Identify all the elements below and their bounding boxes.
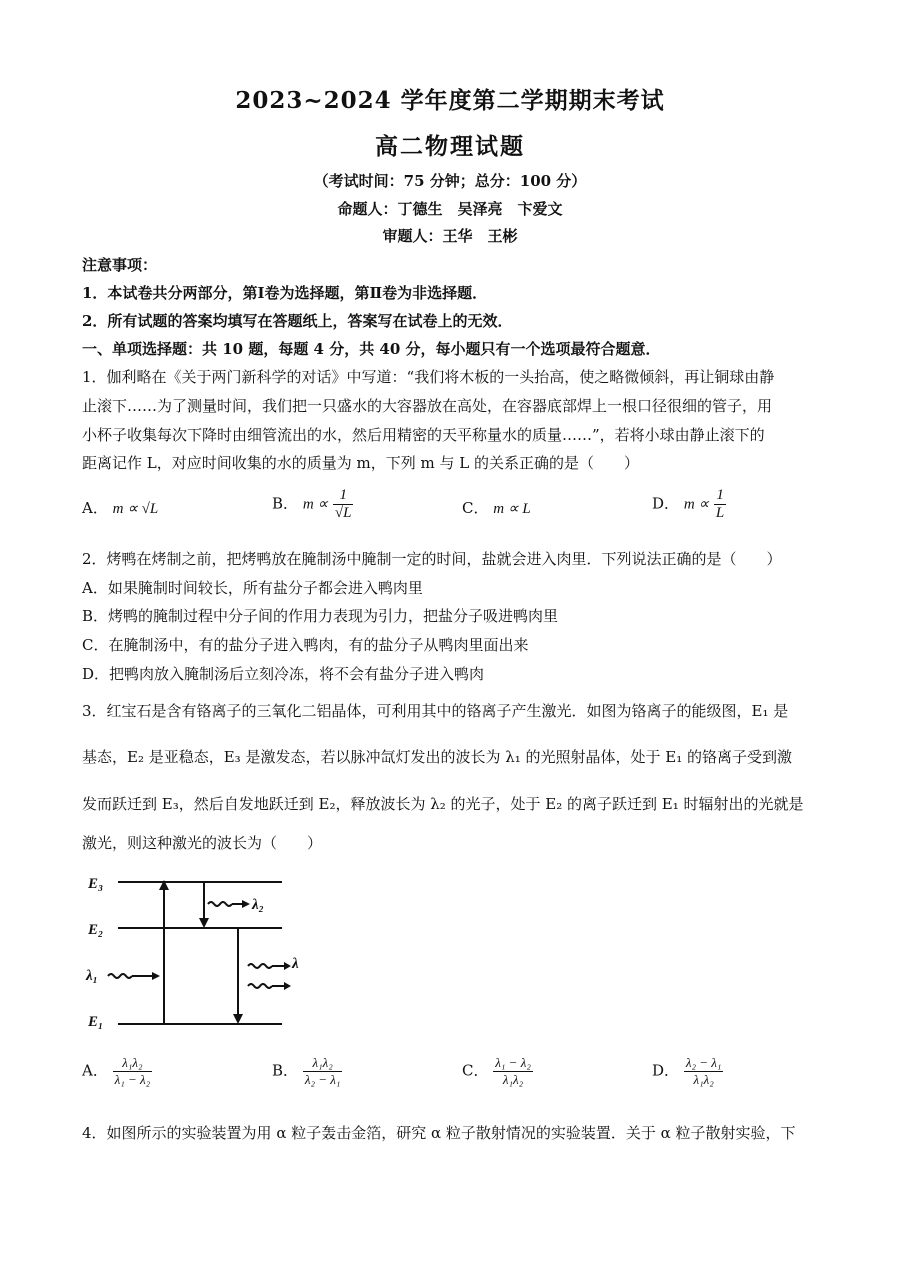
q3-option-a (82, 1055, 152, 1088)
setters: 命题人：丁德生 吴泽亮 卞爱文 (337, 200, 563, 218)
photon-wave-lambda2 (208, 902, 232, 906)
denominator: √L (334, 505, 352, 521)
q3-line: 激光，则这种激光的波长为（ ） (82, 834, 323, 852)
q3-line: 3．红宝石是含有铬离子的三氧化二铝晶体，可利用其中的铬离子产生激光．如图为铬离子的能级图，E₁ 是 (82, 702, 789, 720)
label-lambda1: λ₁ (86, 968, 98, 984)
q1-option-d (652, 487, 726, 522)
section1-heading: 一、单项选择题：共 10 题，每题 4 分，共 40 分，每小题只有一个选项最符合题意． (82, 340, 661, 358)
numerator: λ₂ − λ₁ (685, 1055, 722, 1070)
reviewers: 审题人：王华 王彬 (382, 227, 518, 245)
fraction (113, 1055, 153, 1088)
numerator: 1 (339, 487, 347, 503)
fraction (493, 1055, 533, 1088)
q1-option-a (82, 497, 158, 518)
option-expression: m ∝ L (493, 501, 531, 517)
option-label: C． (462, 499, 489, 517)
label-e2: E₂ (88, 922, 104, 938)
q1-line: 小杯子收集每次下降时由细管流出的水，然后用精密的天平称量水的质量……”，若将小球由静止滚下的 (82, 426, 765, 444)
denominator: λ₁λ₂ (684, 1071, 724, 1088)
label-lambda: λ (292, 956, 299, 972)
label-e3: E₃ (88, 876, 104, 892)
q1-line: 距离记作 L，对应时间收集的水的质量为 m，下列 m 与 L 的关系正确的是（ ） (82, 454, 639, 472)
q3-option-c (462, 1055, 533, 1088)
arrowhead (199, 918, 209, 928)
option-label: A． (82, 499, 108, 517)
q4-stem: 4．如图所示的实验装置为用 α 粒子轰击金箔，研究 α 粒子散射情况的实验装置．关于 α 粒子散射实验，下 (82, 1124, 796, 1142)
q3-line: 基态，E₂ 是亚稳态，E₃ 是激发态，若以脉冲氙灯发出的波长为 λ₁ 的光照射晶体，处于 E₁ 的铬离子受到激 (82, 748, 793, 766)
label-lambda2: λ₂ (252, 897, 264, 913)
denominator: L (715, 505, 725, 521)
denominator: λ₁ − λ₂ (114, 1072, 151, 1087)
q3-line: 发而跃迁到 E₃，然后自发地跃迁到 E₂，释放波长为 λ₂ 的光子，处于 E₂ 的离子跃迁到 E₁ 时辐射出的光就是 (82, 795, 804, 813)
arrowhead (284, 962, 291, 970)
photon-wave-lambda1 (108, 974, 132, 978)
q2-option: A．如果腌制时间较长，所有盐分子都会进入鸭肉里 (82, 579, 423, 597)
option-label: B． (272, 494, 299, 513)
label-e1: E₁ (88, 1014, 104, 1030)
fraction (333, 487, 354, 522)
q1-option-c (462, 497, 531, 518)
option-label: A． (82, 1061, 108, 1080)
numerator: λ₁λ₂ (122, 1055, 143, 1070)
option-label: C． (462, 1061, 489, 1080)
note-item: 1．本试卷共分两部分，第Ⅰ卷为选择题，第Ⅱ卷为非选择题． (82, 284, 488, 302)
arrowhead (233, 1014, 243, 1024)
numerator: λ₁ − λ₂ (495, 1055, 531, 1070)
notes-heading: 注意事项： (82, 256, 158, 274)
q2-stem: 2．烤鸭在烤制之前，把烤鸭放在腌制汤中腌制一定的时间，盐就会进入肉里．下列说法正确的是（ ） (82, 550, 782, 568)
q2-option: B．烤鸭的腌制过程中分子间的作用力表现为引力，把盐分子吸进鸭肉里 (82, 607, 559, 625)
option-prefix: m ∝ (683, 496, 710, 513)
subject-title: 高二物理试题 (375, 133, 525, 160)
q3-option-d (652, 1055, 723, 1088)
exam-info: （考试时间：75 分钟；总分：100 分） (313, 172, 587, 190)
denominator: λ₂ − λ₁ (304, 1072, 341, 1087)
option-expression: m ∝ √L (112, 501, 159, 517)
q1-line: 止滚下……为了测量时间，我们把一只盛水的大容器放在高处，在容器底部焊上一根口径很细的管子，用 (82, 397, 773, 415)
q2-option: D．把鸭肉放入腌制汤后立刻冷冻，将不会有盐分子进入鸭肉 (82, 665, 485, 683)
fraction (684, 1055, 724, 1088)
q1-line: 1．伽利略在《关于两门新科学的对话》中写道：“我们将木板的一头抬高，使之略微倾斜，再让铜球由静 (82, 368, 775, 386)
numerator: λ₁λ₂ (312, 1055, 333, 1070)
energy-level-diagram (82, 866, 292, 1036)
exam-title: 2023~2024 学年度第二学期期末考试 (235, 87, 665, 114)
arrowhead (284, 982, 291, 990)
option-label: B． (272, 1061, 299, 1080)
fraction (303, 1055, 343, 1088)
photon-wave-lambda (248, 984, 272, 988)
arrowhead (242, 900, 250, 908)
arrowhead (152, 972, 160, 980)
option-label: D． (652, 494, 680, 513)
option-prefix: m ∝ (302, 496, 329, 513)
numerator: 1 (716, 487, 724, 503)
photon-wave-lambda (248, 964, 272, 968)
denominator: λ₁λ₂ (493, 1071, 533, 1088)
q2-option: C．在腌制汤中，有的盐分子进入鸭肉，有的盐分子从鸭肉里面出来 (82, 636, 529, 654)
q1-option-b (272, 487, 353, 522)
note-item: 2．所有试题的答案均填写在答题纸上，答案写在试卷上的无效． (82, 312, 513, 330)
q3-option-b (272, 1055, 342, 1088)
option-label: D． (652, 1061, 680, 1080)
fraction (714, 487, 726, 522)
